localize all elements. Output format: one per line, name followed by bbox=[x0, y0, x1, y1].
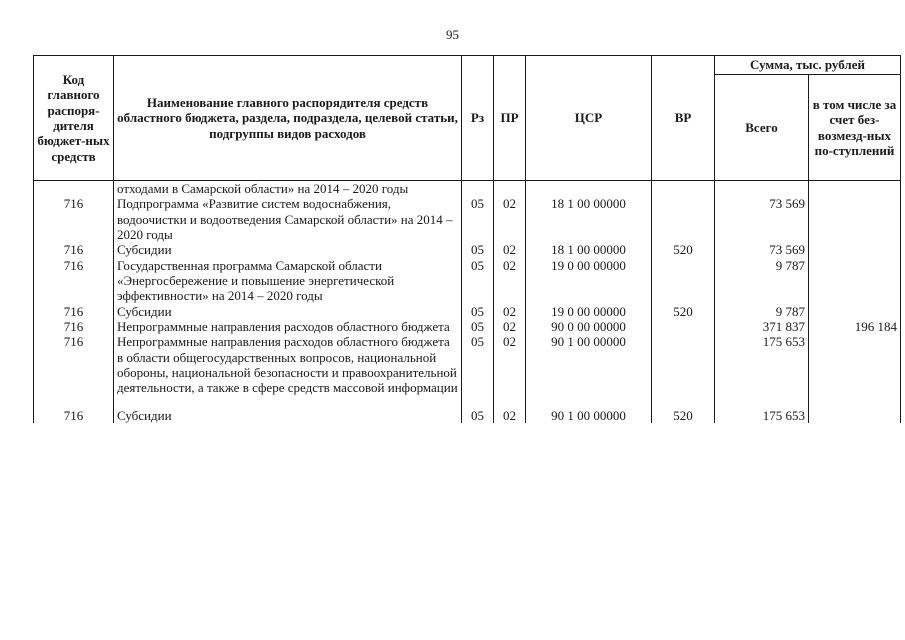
row-vr: 520 bbox=[652, 304, 715, 319]
row-vr: 520 bbox=[652, 408, 715, 423]
row-pr: 02 bbox=[494, 319, 526, 334]
row-free bbox=[809, 334, 901, 395]
row-name: отходами в Самарской области» на 2014 – 2020 годы bbox=[114, 181, 462, 197]
header-total: Всего bbox=[715, 75, 809, 181]
header-csr: ЦСР bbox=[526, 56, 652, 181]
row-total: 175 653 bbox=[715, 408, 809, 423]
row-name: Субсидии bbox=[114, 242, 462, 257]
table-row bbox=[34, 304, 901, 319]
row-csr: 18 1 00 00000 bbox=[526, 242, 652, 257]
header-name: Наименование главного распорядителя средств областного бюджета, раздела, подраздела, целевой статьи, подгруппы видов расходов bbox=[114, 56, 462, 181]
row-code: 716 bbox=[34, 408, 114, 423]
table-row bbox=[34, 319, 901, 334]
row-csr: 19 0 00 00000 bbox=[526, 304, 652, 319]
row-free bbox=[809, 258, 901, 304]
row-code: 716 bbox=[34, 242, 114, 257]
row-free bbox=[809, 408, 901, 423]
row-code bbox=[34, 181, 114, 197]
row-rz: 05 bbox=[462, 334, 494, 395]
row-rz: 05 bbox=[462, 258, 494, 304]
row-pr: 02 bbox=[494, 242, 526, 257]
row-total bbox=[715, 181, 809, 197]
row-rz: 05 bbox=[462, 408, 494, 423]
row-name: Субсидии bbox=[114, 408, 462, 423]
row-code: 716 bbox=[34, 319, 114, 334]
table-row bbox=[34, 181, 901, 197]
row-csr: 19 0 00 00000 bbox=[526, 258, 652, 304]
row-vr bbox=[652, 319, 715, 334]
row-rz bbox=[462, 181, 494, 197]
row-csr: 90 0 00 00000 bbox=[526, 319, 652, 334]
row-free bbox=[809, 181, 901, 197]
header-sum-group: Сумма, тыс. рублей bbox=[715, 56, 901, 75]
table-spacer bbox=[34, 396, 901, 408]
row-code: 716 bbox=[34, 258, 114, 304]
row-csr: 90 1 00 00000 bbox=[526, 408, 652, 423]
row-vr bbox=[652, 181, 715, 197]
row-name: Подпрограмма «Развитие систем водоснабжения, водоочистки и водоотведения Самарской области» на 2014 – 2020 годы bbox=[114, 196, 462, 242]
row-total: 175 653 bbox=[715, 334, 809, 395]
row-vr: 520 bbox=[652, 242, 715, 257]
row-vr bbox=[652, 334, 715, 395]
row-name: Государственная программа Самарской области «Энергосбережение и повышение энергетической эффективности» на 2014 – 2020 годы bbox=[114, 258, 462, 304]
table-row bbox=[34, 334, 901, 395]
row-total: 73 569 bbox=[715, 242, 809, 257]
row-csr: 90 1 00 00000 bbox=[526, 334, 652, 395]
row-csr bbox=[526, 181, 652, 197]
row-pr: 02 bbox=[494, 258, 526, 304]
row-free bbox=[809, 242, 901, 257]
page-number: 95 bbox=[446, 27, 459, 42]
row-vr bbox=[652, 258, 715, 304]
header-code: Код главного распоря-дителя бюджет-ных средств bbox=[34, 56, 114, 181]
row-pr: 02 bbox=[494, 408, 526, 423]
row-pr bbox=[494, 181, 526, 197]
header-vr: ВР bbox=[652, 56, 715, 181]
row-free bbox=[809, 196, 901, 242]
row-rz: 05 bbox=[462, 196, 494, 242]
row-pr: 02 bbox=[494, 196, 526, 242]
row-name: Непрограммные направления расходов областного бюджета bbox=[114, 319, 462, 334]
row-rz: 05 bbox=[462, 319, 494, 334]
row-name: Непрограммные направления расходов областного бюджета в области общегосударственных вопросов, национальной обороны, национальной безопасности и правоохранительной деятельности, а также в сфере средств массовой информации bbox=[114, 334, 462, 395]
row-name: Субсидии bbox=[114, 304, 462, 319]
header-pr: ПР bbox=[494, 56, 526, 181]
table-row bbox=[34, 258, 901, 304]
row-total: 9 787 bbox=[715, 304, 809, 319]
row-pr: 02 bbox=[494, 334, 526, 395]
table-row bbox=[34, 196, 901, 242]
row-code: 716 bbox=[34, 334, 114, 395]
row-rz: 05 bbox=[462, 242, 494, 257]
row-free bbox=[809, 304, 901, 319]
row-total: 73 569 bbox=[715, 196, 809, 242]
table-row bbox=[34, 242, 901, 257]
row-total: 371 837 bbox=[715, 319, 809, 334]
row-code: 716 bbox=[34, 196, 114, 242]
row-rz: 05 bbox=[462, 304, 494, 319]
row-free: 196 184 bbox=[809, 319, 901, 334]
row-csr: 18 1 00 00000 bbox=[526, 196, 652, 242]
table-row bbox=[34, 408, 901, 423]
row-vr bbox=[652, 196, 715, 242]
row-code: 716 bbox=[34, 304, 114, 319]
header-rz: Рз bbox=[462, 56, 494, 181]
header-free-receipts: в том числе за счет без-возмезд-ных по-ступлений bbox=[809, 75, 901, 181]
row-pr: 02 bbox=[494, 304, 526, 319]
budget-table bbox=[33, 55, 901, 423]
row-total: 9 787 bbox=[715, 258, 809, 304]
